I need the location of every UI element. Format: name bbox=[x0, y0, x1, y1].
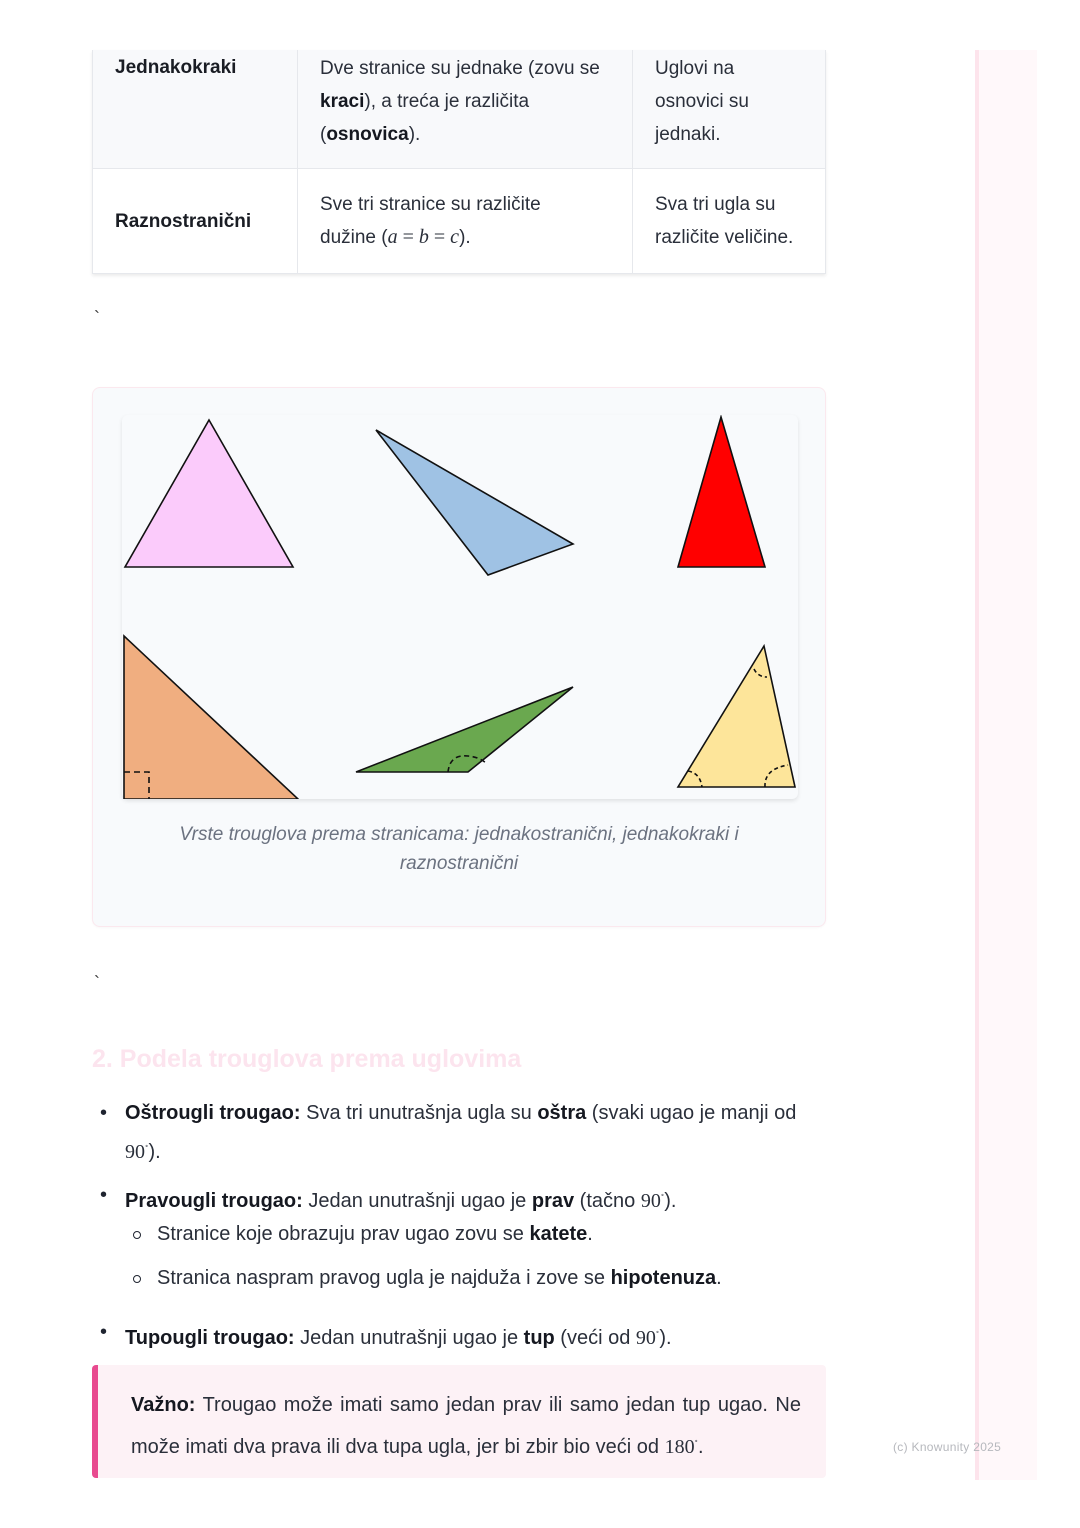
table-cell-type: Raznostranični bbox=[93, 169, 298, 274]
important-callout bbox=[92, 1365, 826, 1478]
table-cell-sides: Dve stranice su jednake (zovu se kraci), a treća je različita (osnovica). bbox=[298, 50, 633, 169]
degree-value: 90∘ bbox=[640, 1190, 665, 1212]
figure-caption: Vrste trouglova prema stranicama: jednakostranični, jednakokraki i raznostranični bbox=[179, 824, 739, 874]
section-heading: 2. Podela trouglova prema uglovima bbox=[92, 1045, 522, 1073]
list-item: • Tupougli trougao: Jedan unutrašnji ugao je tup (veći od 90∘). bbox=[92, 1316, 832, 1355]
callout-accent-bar bbox=[92, 1365, 98, 1478]
table-cell-angles: Sva tri ugla su različite veličine. bbox=[633, 169, 826, 274]
sub-list-item: Stranica naspram pravog ugla je najduža i zove se hipotenuza. bbox=[92, 1262, 832, 1295]
circle-bullet-icon bbox=[133, 1275, 141, 1283]
right-triangle bbox=[124, 636, 298, 799]
table-row bbox=[93, 50, 826, 169]
angle-types-list bbox=[92, 1097, 832, 1355]
side-decoration-bar bbox=[975, 50, 1037, 1480]
copyright-text: (c) Knowunity 2025 bbox=[893, 1440, 1002, 1454]
sub-list-item: Stranice koje obrazuju prav ugao zovu se katete. bbox=[92, 1218, 832, 1251]
degree-value: 90∘ bbox=[125, 1141, 149, 1163]
bullet-icon: • bbox=[100, 1184, 108, 1206]
list-item: • Pravougli trougao: Jedan unutrašnji ugao je prav (tačno 90∘). bbox=[92, 1179, 832, 1218]
equilateral-triangle bbox=[125, 420, 293, 567]
math-expression: a = b = c bbox=[387, 226, 460, 248]
triangles-illustration bbox=[122, 415, 798, 799]
table-cell-angles: Uglovi na osnovici su jednaki. bbox=[633, 50, 826, 169]
obtuse-triangle bbox=[356, 687, 573, 772]
degree-value: 180∘ bbox=[664, 1436, 699, 1458]
stray-backtick: ` bbox=[94, 973, 100, 993]
red-isosceles-triangle bbox=[678, 417, 765, 567]
blue-scalene-triangle bbox=[376, 430, 573, 575]
list-item: • Oštrougli trougao: Sva tri unutrašnja ugla su oštra (svaki ugao je manji od 90∘). bbox=[92, 1097, 832, 1169]
callout-text: Važno: Trougao može imati samo jedan prav ili samo jedan tup ugao. Ne može imati dva prava ili dva tupa ugla, jer bi zbir bio veći od 180∘. bbox=[131, 1394, 801, 1458]
triangles-svg bbox=[122, 415, 798, 799]
bullet-icon: • bbox=[100, 1321, 108, 1343]
table-cell-type: Jednakokraki bbox=[93, 50, 298, 169]
stray-backtick: ` bbox=[94, 308, 100, 328]
acute-triangle bbox=[678, 646, 795, 787]
circle-bullet-icon bbox=[133, 1231, 141, 1239]
table-row bbox=[93, 169, 826, 274]
degree-value: 90∘ bbox=[635, 1327, 660, 1349]
figure-card bbox=[92, 387, 826, 927]
table-cell-sides: Sve tri stranice su različite dužine (a = b = c). bbox=[298, 169, 633, 274]
bullet-icon: • bbox=[100, 1102, 108, 1124]
triangle-types-table bbox=[92, 50, 826, 274]
